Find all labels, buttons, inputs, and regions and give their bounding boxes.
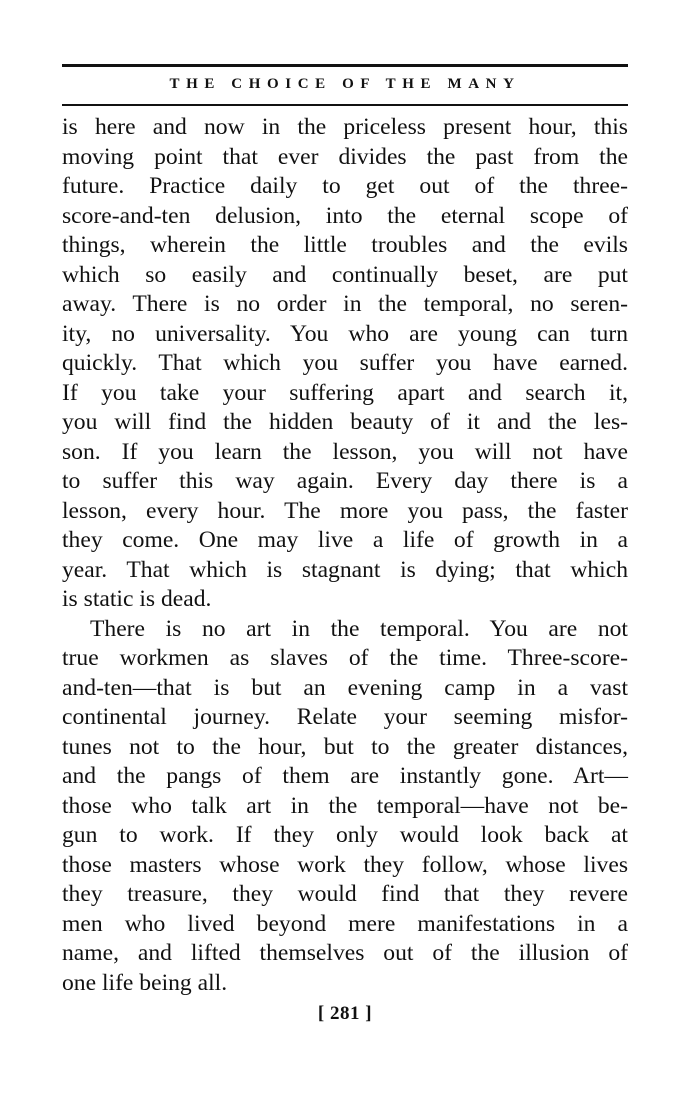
page-number: [ 281 ]	[317, 1003, 373, 1024]
text-line: quickly. That which you suffer you have earned.	[62, 350, 628, 376]
text-line: moving point that ever divides the past from the	[62, 143, 628, 170]
running-head: THE CHOICE OF THE MANY	[169, 76, 521, 92]
text-line: and the pangs of them are instantly gone. Art—	[62, 763, 628, 789]
text-line: true workmen as slaves of the time. Three-score-	[62, 645, 628, 671]
text-line: is static is dead.	[62, 586, 212, 612]
text-line: lesson, every hour. The more you pass, the faster	[62, 497, 628, 524]
text-line: If you take your suffering apart and search it,	[62, 379, 628, 406]
text-line: future. Practice daily to get out of the three-	[62, 173, 628, 199]
body-text	[62, 113, 628, 998]
text-line: men who lived beyond mere manifestations in a	[62, 910, 628, 937]
header-rule-top	[62, 64, 628, 67]
text-line: is here and now in the priceless present hour, this	[62, 114, 628, 140]
text-line: to suffer this way again. Every day there is a	[62, 468, 628, 494]
text-line: son. If you learn the lesson, you will not have	[62, 438, 628, 465]
header-rule-bottom	[62, 104, 628, 106]
text-line: which so easily and continually beset, are put	[62, 261, 628, 288]
text-line: they come. One may live a life of growth in a	[62, 527, 628, 553]
paragraph	[62, 113, 628, 615]
text-line: they treasure, they would find that they revere	[62, 881, 628, 907]
text-line: name, and lifted themselves out of the illusion of	[62, 940, 628, 966]
text-line: one life being all.	[62, 969, 228, 996]
text-line: continental journey. Relate your seeming misfor-	[62, 704, 628, 730]
text-line: year. That which is stagnant is dying; that which	[62, 556, 628, 583]
text-line: score-and-ten delusion, into the eternal scope of	[62, 202, 628, 229]
text-line: things, wherein the little troubles and the evils	[62, 232, 628, 258]
text-line: those who talk art in the temporal—have not be-	[62, 792, 628, 819]
text-line: gun to work. If they only would look back at	[62, 822, 628, 848]
paragraph	[62, 615, 628, 999]
text-line: you will find the hidden beauty of it and the les-	[62, 409, 628, 435]
text-line: those masters whose work they follow, whose lives	[62, 851, 628, 878]
text-line: There is no art in the temporal. You are not	[90, 615, 628, 642]
text-line: away. There is no order in the temporal, no seren-	[62, 291, 628, 317]
text-line: tunes not to the hour, but to the greater distances,	[62, 733, 628, 760]
text-line: ity, no universality. You who are young can turn	[62, 320, 628, 347]
text-line: and-ten—that is but an evening camp in a vast	[62, 674, 628, 701]
